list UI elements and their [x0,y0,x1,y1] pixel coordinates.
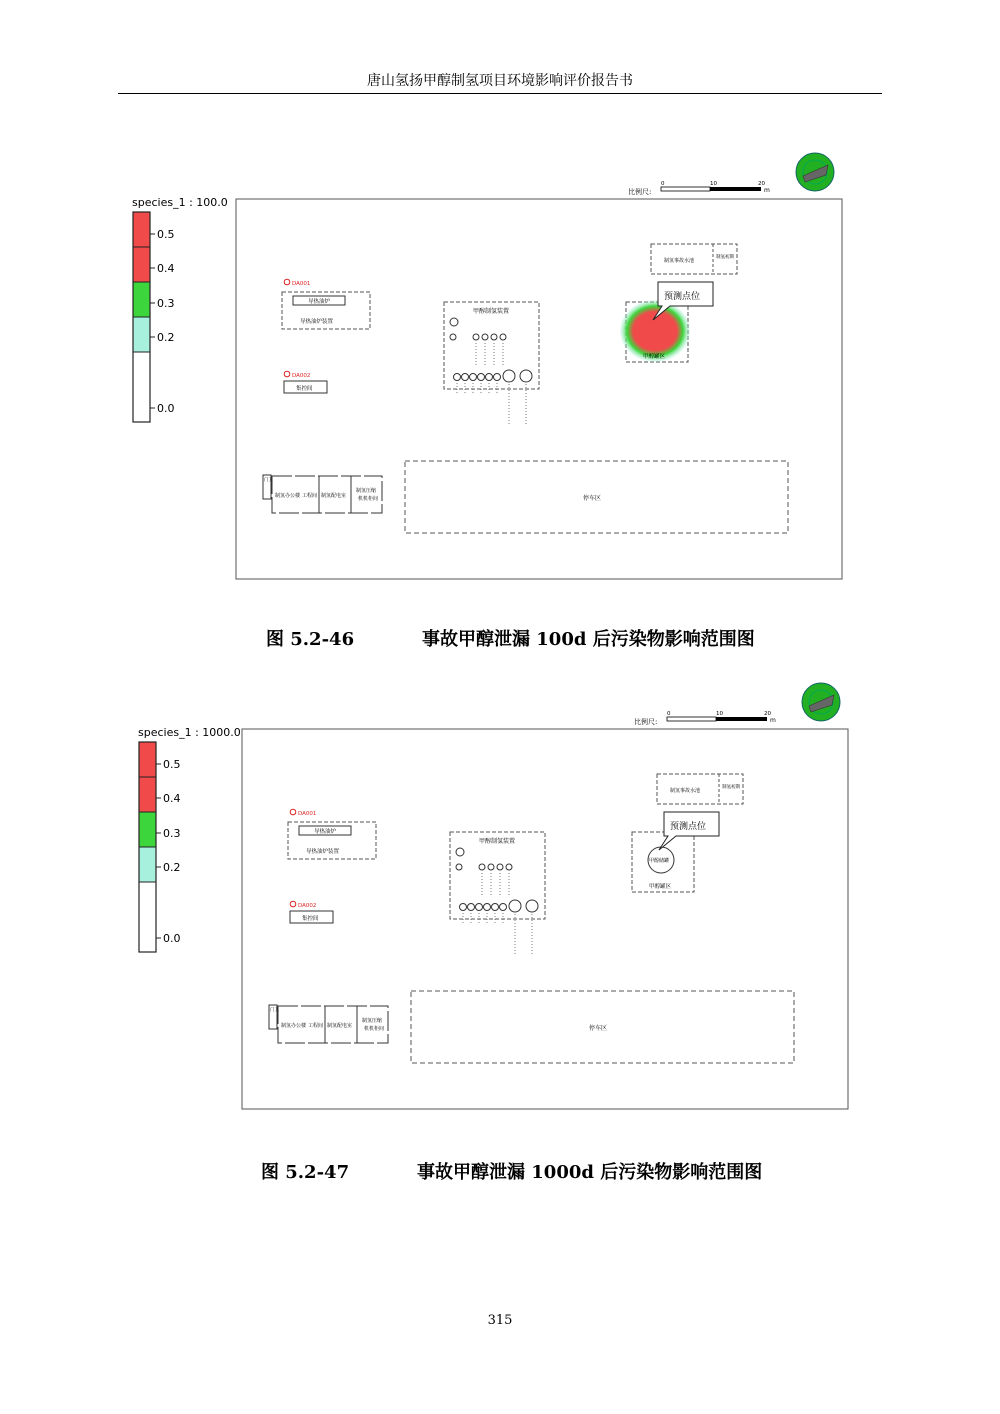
fire-pool-label: 制氢事故水池 [670,788,701,794]
legend-title: species_1 : 100.0 [132,196,228,209]
page-number: 315 [487,1313,513,1328]
figure-2-caption-number: 图 5.2-47 [261,1162,350,1183]
scale-unit: m [770,717,776,724]
boiler-label: 导热油炉 [308,299,331,305]
scale-bar-black [710,187,761,191]
legend-swatch-3 [133,317,150,352]
building-3-label: 制氢配电室 [327,1023,353,1029]
header-rule [118,93,882,94]
legend-swatch-2 [139,812,156,847]
building-3-label: 制氢配电室 [321,493,347,499]
building-2-label: 工程间 [302,493,318,499]
legend-value-3: 0.2 [157,331,175,344]
legend-value-0: 0.5 [157,228,175,241]
figure-2-caption-text: 事故甲醇泄漏 1000d 后污染物影响范围图 [417,1162,763,1183]
building-1-label: 制氢办公楼 [275,493,301,499]
gate-label: 门卫 [264,478,273,483]
methanol-unit-label: 甲醇制氢装置 [479,838,516,845]
da002-label: DA002 [292,373,311,379]
building-4-label: 制氢压缩 [362,1018,383,1024]
monitor-point-label: 预测点位 [664,292,701,302]
legend-value-2: 0.3 [157,297,175,310]
legend-swatch-4 [139,882,156,952]
building-4-label: 制氢压缩 [356,488,377,494]
figure-1-caption-number: 图 5.2-46 [266,629,355,650]
scale-tick-0: 0 [661,181,665,187]
gate-label: 门卫 [270,1008,279,1013]
legend-value-4: 0.0 [163,932,181,945]
legend-title: species_1 : 1000.0 [138,726,241,739]
scale-tick-2: 20 [764,711,771,717]
methanol-tank-label: 甲醇储罐 [649,858,670,864]
scale-unit: m [764,187,770,194]
legend-swatch-0 [133,212,150,247]
methanol-unit-label: 甲醇制氢装置 [473,308,510,315]
tank-area-label: 甲醇罐区 [649,884,672,890]
boiler-label: 导热油炉 [314,829,337,835]
scale-bar-white [661,187,710,191]
da001-label: DA001 [298,811,317,817]
building-4-label-b: 机机柜间 [358,496,379,502]
building-1-label: 制氢办公楼 [281,1023,307,1029]
building-2-label: 工程间 [308,1023,324,1029]
scale-tick-2: 20 [758,181,765,187]
da001-label: DA001 [292,281,311,287]
da002-label: DA002 [298,903,317,909]
scale-tick-1: 10 [716,711,723,717]
legend-value-0: 0.5 [163,758,181,771]
legend-value-1: 0.4 [157,262,175,275]
legend-swatch-0 [139,742,156,777]
control-room-label: 集控间 [302,916,319,922]
contamination-plume [620,300,690,362]
boiler-area-label: 导热油炉装置 [306,849,340,855]
figure-2 [0,680,1000,1140]
legend-value-3: 0.2 [163,861,181,874]
scale-label: 比例尺: [634,718,658,726]
boiler-area-label: 导热油炉装置 [300,319,334,325]
legend-value-2: 0.3 [163,827,181,840]
legend-value-1: 0.4 [163,792,181,805]
parking-label: 停车区 [589,1025,608,1032]
figure-2-map [0,680,1000,1140]
scale-bar-white [667,717,716,721]
scale-label: 比例尺: [628,188,652,196]
parking-label: 停车区 [583,495,602,502]
figure-1 [0,150,1000,610]
fire-pool-label: 制氢事故水池 [664,258,695,264]
tank-area-label: 甲醇罐区 [643,354,666,360]
figure-1-caption-text: 事故甲醇泄漏 100d 后污染物影响范围图 [422,629,755,650]
fire-pool2-label: 制氢初期 [716,255,734,260]
scale-tick-0: 0 [667,711,671,717]
legend-swatch-1 [139,777,156,812]
building-4-label-b: 机机柜间 [364,1026,385,1032]
monitor-point-label: 预测点位 [670,822,707,832]
running-header: 唐山氢扬甲醇制氢项目环境影响评价报告书 [367,73,633,89]
figure-1-map [0,150,1000,610]
scale-tick-1: 10 [710,181,717,187]
scale-bar-black [716,717,767,721]
legend-swatch-1 [133,247,150,282]
fire-pool2-label: 制氢初期 [722,785,740,790]
legend-swatch-4 [133,352,150,422]
control-room-label: 集控间 [296,386,313,392]
legend-swatch-2 [133,282,150,317]
legend-value-4: 0.0 [157,402,175,415]
legend-swatch-3 [139,847,156,882]
